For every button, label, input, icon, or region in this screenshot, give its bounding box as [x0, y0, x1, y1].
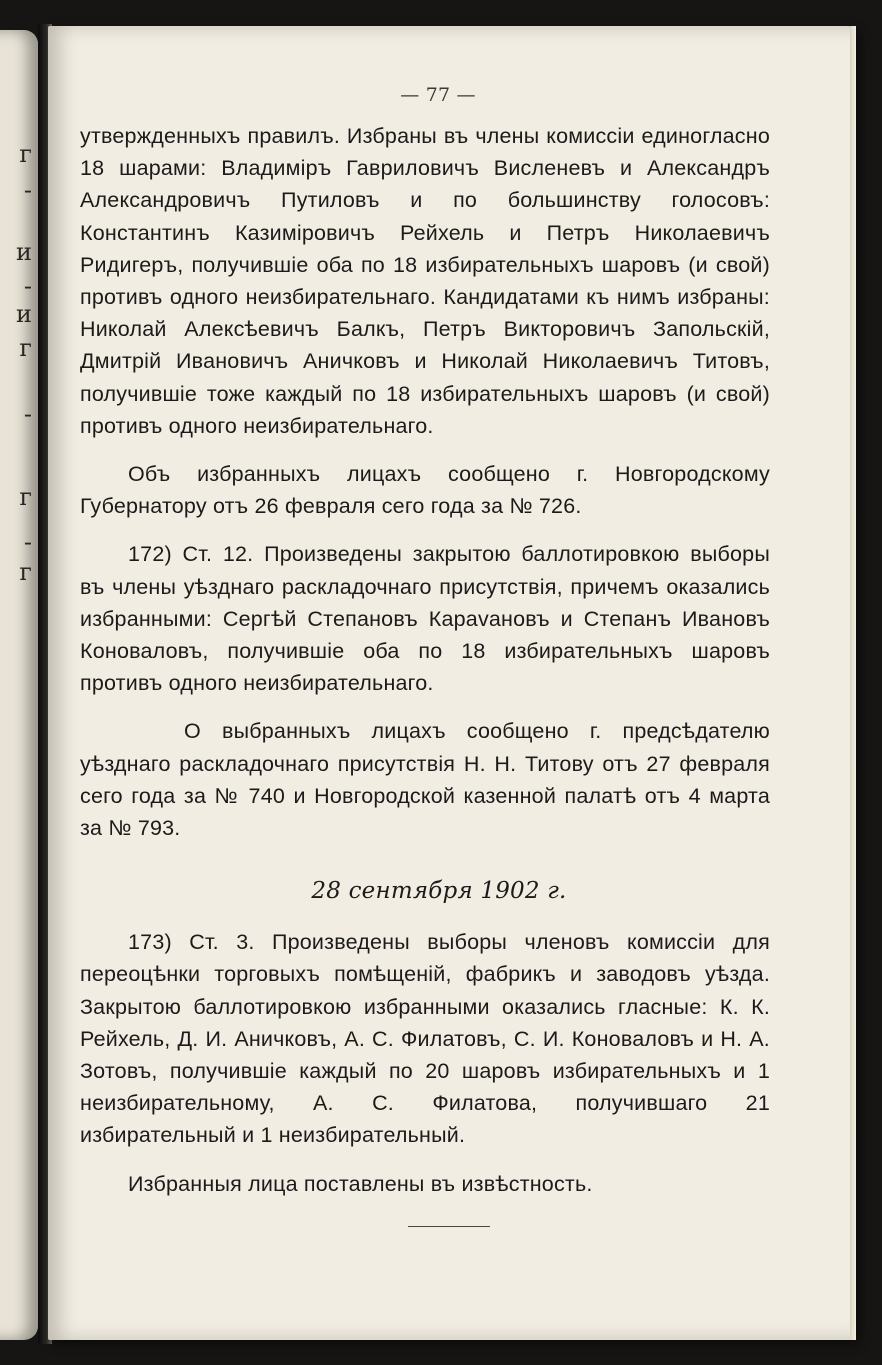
adjacent-page-fragment: и — [16, 238, 32, 266]
paragraph-notification: Объ избранныхъ лицахъ сообщено г. Новгородскому Губернатору отъ 26 февраля сего года за № 726. — [80, 462, 770, 519]
adjacent-page-fragment: - — [23, 272, 32, 300]
section-divider — [408, 1226, 490, 1227]
adjacent-page-fragment: - — [23, 176, 32, 204]
page-number: — 77 — — [400, 84, 476, 106]
adjacent-page-fragment: г — [19, 140, 32, 168]
paragraph-notification-2: О выбранныхъ лицахъ сообщено г. предсѣдателю уѣзднаго раскладочнаго присутствія Н. Н. Титову отъ 27 февраля сего года за № 740 и Новгородской казенной палатѣ отъ 4 марта за № 793. — [80, 719, 770, 841]
paragraph-item-172: 172) Ст. 12. Произведены закрытою баллотировкою выборы въ члены уѣзднаго раскладочнаго присутствія, причемъ оказались избранными: Сергѣй Степановъ Карavановъ и Степанъ Ивановъ Коноваловъ, получившіе оба по 18 избирательныхъ шаровъ противъ одного неизбирательнаго. — [80, 542, 770, 696]
adjacent-page-fragment: г — [19, 483, 32, 511]
adjacent-page-fragment: - — [23, 400, 32, 428]
paragraph-continuation: утвержденныхъ правилъ. Избраны въ члены комиссіи единогласно 18 шарами: Владиміръ Гавриловичъ Висленевъ и Александръ Александровичъ Путиловъ и по большинству голосовъ: Константинъ Казиміровичъ Рейхель и Петръ Николаевичъ Ридигеръ, получившіе оба по 18 избирательныхъ шаровъ (и свой) противъ одного неизбирательнаго. Кандидатами къ нимъ избраны: Николай Алексѣевичъ Балкъ, Петръ Викторовичъ Запольскій, Дмитрій Ивановичъ Аничковъ и Николай Николаевичъ Титовъ, получившіе тоже каждый по 18 избирательныхъ шаровъ (и свой) противъ одного неизбирательнаго. — [80, 124, 770, 438]
adjacent-page-fragment: г — [19, 334, 32, 362]
date-heading: 28 сентября 1902 г. — [311, 878, 567, 905]
page-content — [80, 84, 770, 1227]
adjacent-page-fragment: и — [16, 300, 32, 328]
page-edge-shadow — [850, 26, 856, 1340]
paragraph-closing: Избранныя лица поставлены въ извѣстность. — [128, 1171, 593, 1196]
book-page — [48, 26, 856, 1340]
adjacent-page-fragment: г — [19, 558, 32, 586]
paragraph-item-173: 173) Ст. 3. Произведены выборы членовъ комиссіи для переоцѣнки торговыхъ помѣщеній, фабрикъ и заводовъ уѣзда. Закрытою баллотировкою избранными оказались гласные: К. К. Рейхель, Д. И. Аничковъ, А. С. Филатовъ, С. И. Коноваловъ и Н. А. Зотовъ, получившіе каждый по 20 шаровъ избирательныхъ и 1 неизбирательному, А. С. Филатова, получившаго 21 избирательный и 1 неизбирательный. — [80, 930, 770, 1148]
adjacent-page-fragment: - — [23, 528, 32, 556]
adjacent-page-edge — [0, 30, 38, 1340]
